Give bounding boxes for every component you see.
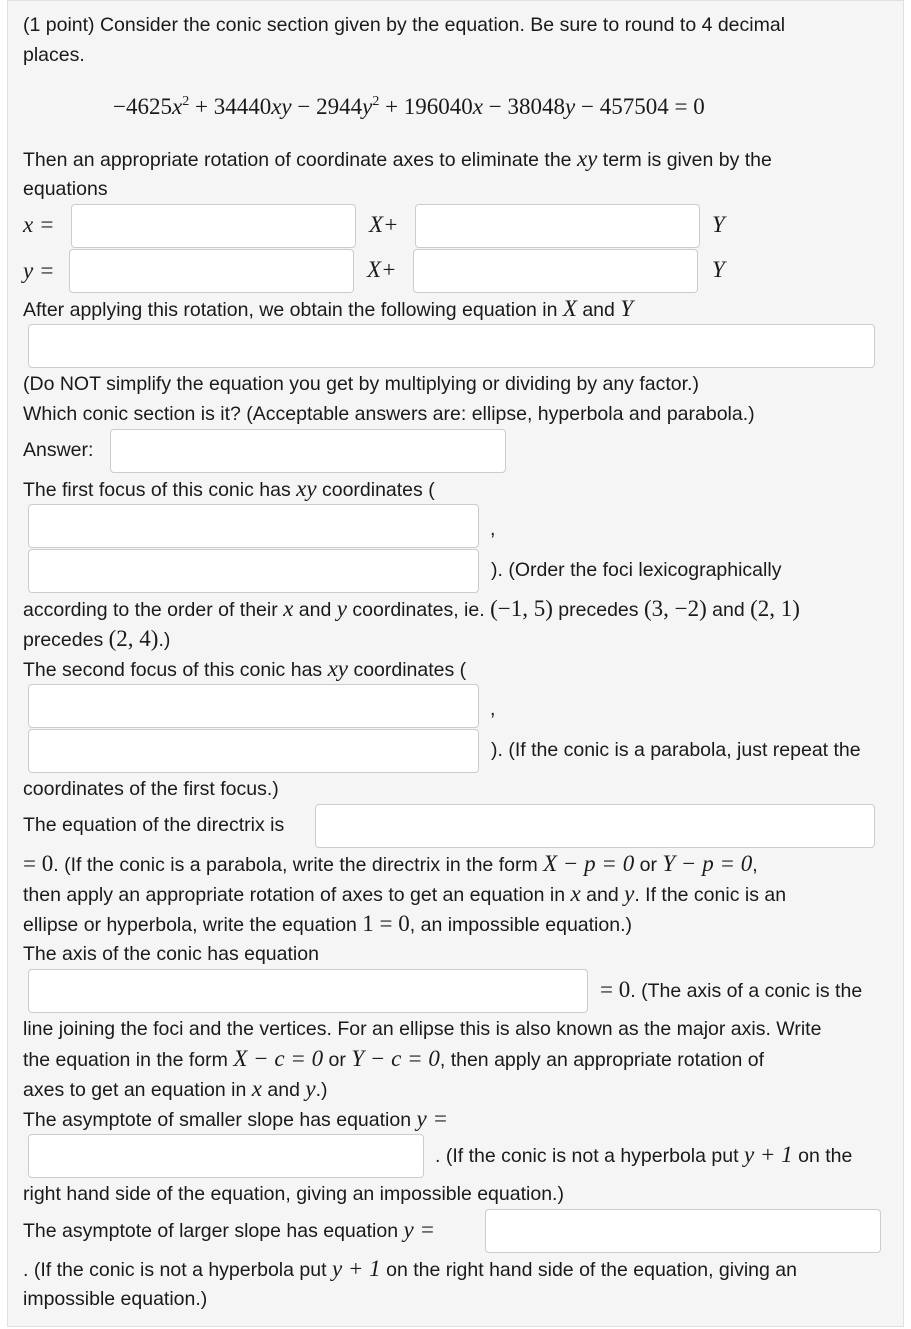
asym2-line-3: impossible equation.) <box>23 1288 208 1310</box>
rotated-equation-input[interactable] <box>28 324 875 368</box>
after-and: and <box>582 299 615 321</box>
eq-term2-coef: 34440 <box>213 94 272 119</box>
focus1-l2-y: y <box>336 596 347 621</box>
focus1-line-3 <box>23 624 170 655</box>
y-coef-Y-input[interactable] <box>413 249 698 293</box>
focus1-x-input[interactable] <box>28 504 479 548</box>
directrix-l3-text: then apply an appropriate rotation of axes to get an equation in <box>23 884 566 906</box>
focus1-example-1: (−1, 5) <box>490 596 553 621</box>
focus2-comma: , <box>490 698 496 720</box>
rotation-text-b: term is given by the <box>602 149 772 171</box>
axis-or: or <box>328 1049 346 1071</box>
asym2-l2-text-b: on the right hand side of the equation, giving an <box>386 1259 797 1281</box>
axis-l4-and: and <box>267 1079 300 1101</box>
directrix-form-2: Y − p = 0 <box>662 851 753 876</box>
eq-rhs: 0 <box>693 94 705 119</box>
asym2-l2-text: . (If the conic is not a hyperbola put <box>23 1259 327 1281</box>
axis-line-2: line joining the foci and the vertices. For an ellipse this is also known as the major axis. Write <box>23 1018 822 1040</box>
axis-l4-text: axes to get an equation in <box>23 1079 247 1101</box>
directrix-l3-x: x <box>570 881 581 906</box>
eq-term3-var: y <box>362 94 373 119</box>
axis-eq-zero: = 0 <box>600 977 631 1002</box>
eq-op3: + <box>385 94 399 119</box>
intro-line-2: places. <box>23 44 85 66</box>
axis-line-3 <box>23 1044 764 1075</box>
focus2-line-2: coordinates of the first focus.) <box>23 778 279 800</box>
intro-line-1: (1 point) Consider the conic section given by the equation. Be sure to round to 4 decimal <box>23 14 786 36</box>
rotation-line-2: equations <box>23 178 108 200</box>
asym2-line-2 <box>23 1254 797 1285</box>
do-not-simplify-note: (Do NOT simplify the equation you get by multiplying or dividing by any factor.) <box>23 373 699 395</box>
directrix-l4-text: ellipse or hyperbola, write the equation <box>23 914 357 936</box>
after-rotation-line <box>23 294 633 325</box>
focus2-line-1 <box>23 654 466 685</box>
axis-form-2: Y − c = 0 <box>351 1046 440 1071</box>
directrix-line-2 <box>23 849 758 880</box>
eq-op5: − <box>580 94 594 119</box>
focus1-example-4: (2, 4) <box>108 626 159 651</box>
directrix-l3-text-b: . If the conic is an <box>634 884 787 906</box>
axis-l3-text: the equation in the form <box>23 1049 228 1071</box>
eq-term4-coef: 196040 <box>403 94 473 119</box>
eq-term1-var: x <box>171 94 183 119</box>
directrix-l3-and: and <box>586 884 619 906</box>
focus1-line-1 <box>23 474 435 505</box>
eq-op1: + <box>194 94 208 119</box>
focus1-comma: , <box>490 518 496 540</box>
conic-type-input[interactable] <box>110 429 506 473</box>
x-Y-label: Y <box>712 212 725 237</box>
y-equals-label: y = <box>23 258 55 283</box>
x-coef-Y-input[interactable] <box>415 204 700 248</box>
focus1-y-input[interactable] <box>28 549 479 593</box>
eq-term5-coef: 38048 <box>507 94 565 119</box>
eq-term6: 457504 <box>599 94 669 119</box>
axis-after <box>600 975 862 1006</box>
directrix-impossible-eq: 1 = 0 <box>362 911 410 936</box>
directrix-l2-text: . (If the conic is a parabola, write the directrix in the form <box>53 854 538 876</box>
x-equals-label: x = <box>23 212 55 237</box>
directrix-l3-y: y <box>624 881 635 906</box>
eq-term4-var: x <box>472 94 484 119</box>
focus1-l2-x: x <box>283 596 294 621</box>
eq-term2-var: xy <box>271 94 292 119</box>
directrix-form-1: X − p = 0 <box>543 851 635 876</box>
focus1-l3-end: .) <box>158 629 171 651</box>
asym2-label: The asymptote of larger slope has equation <box>23 1220 399 1242</box>
eq-op2: − <box>297 94 311 119</box>
eq-term1-exp: 2 <box>182 94 190 109</box>
directrix-label: The equation of the directrix is <box>23 814 285 836</box>
axis-after-text: . (The axis of a conic is the <box>630 980 863 1002</box>
focus1-and-2: and <box>712 599 745 621</box>
y-X-plus-label: X+ <box>367 257 397 282</box>
focus2-var-xy: xy <box>327 656 349 681</box>
asym1-after-text-b: on the <box>798 1145 853 1167</box>
focus1-precedes: precedes <box>558 599 639 621</box>
asym2-input[interactable] <box>485 1209 881 1253</box>
conic-equation <box>113 89 705 125</box>
focus2-text-a: The second focus of this conic has <box>23 659 323 681</box>
which-conic-question: Which conic section is it? (Acceptable answers are: ellipse, hyperbola and parabola.) <box>23 403 755 425</box>
rotation-var-xy: xy <box>576 146 598 171</box>
asym1-input[interactable] <box>28 1134 424 1178</box>
eq-op4: − <box>488 94 502 119</box>
asym1-label: The asymptote of smaller slope has equation <box>23 1109 412 1131</box>
asym1-after-text: . (If the conic is not a hyperbola put <box>435 1145 739 1167</box>
focus2-text-b: coordinates ( <box>353 659 467 681</box>
directrix-line-3 <box>23 879 786 910</box>
focus1-text-b: coordinates ( <box>321 479 435 501</box>
eq-term1-coef: −4625 <box>113 94 172 119</box>
focus1-text-a: The first focus of this conic has <box>23 479 291 501</box>
axis-input[interactable] <box>28 969 588 1013</box>
asym1-label-line <box>23 1104 448 1135</box>
axis-l4-x: x <box>251 1076 262 1101</box>
asym2-lhs: y = <box>403 1217 435 1242</box>
directrix-l4-text-b: , an impossible equation.) <box>409 914 632 936</box>
answer-label: Answer: <box>23 439 94 461</box>
focus1-l2-text-b: coordinates, ie. <box>352 599 485 621</box>
y-Y-label: Y <box>712 257 725 282</box>
asym1-line-2: right hand side of the equation, giving an impossible equation.) <box>23 1183 564 1205</box>
focus2-x-input[interactable] <box>28 684 479 728</box>
eq-term3-coef: 2944 <box>316 94 363 119</box>
axis-form-1: X − c = 0 <box>233 1046 324 1071</box>
eq-equals: = <box>674 94 688 119</box>
asym2-label-line <box>23 1215 435 1246</box>
asym2-l2-expr: y + 1 <box>331 1256 381 1281</box>
focus1-line-2 <box>23 594 800 625</box>
rotation-text-a: Then an appropriate rotation of coordinate axes to eliminate the <box>23 149 572 171</box>
asym1-after <box>435 1140 852 1171</box>
directrix-input[interactable] <box>315 804 875 848</box>
eq-term3-exp: 2 <box>372 94 380 109</box>
rotation-line-1 <box>23 144 772 175</box>
asym1-after-expr: y + 1 <box>743 1142 793 1167</box>
focus1-var-xy: xy <box>296 476 317 501</box>
focus1-example-3: (2, 1) <box>750 596 800 621</box>
y-coef-X-input[interactable] <box>69 249 354 293</box>
x-coef-X-input[interactable] <box>71 204 356 248</box>
focus1-after: ). (Order the foci lexicographically <box>491 559 782 581</box>
directrix-l2-end: , <box>752 854 758 876</box>
focus2-y-input[interactable] <box>28 729 479 773</box>
axis-l4-y: y <box>305 1076 316 1101</box>
after-text: After applying this rotation, we obtain the following equation in <box>23 299 558 321</box>
eq-term5-var: y <box>565 94 576 119</box>
focus1-l2-and: and <box>298 599 332 621</box>
after-var-X: X <box>562 296 577 321</box>
axis-line-4 <box>23 1074 328 1105</box>
focus2-after: ). (If the conic is a parabola, just repeat the <box>491 739 861 761</box>
x-X-plus-label: X+ <box>369 212 399 237</box>
focus1-l3-precedes: precedes <box>23 629 104 651</box>
axis-label: The axis of the conic has equation <box>23 943 319 965</box>
axis-l4-end: .) <box>315 1079 328 1101</box>
after-var-Y: Y <box>620 296 634 321</box>
focus1-example-2: (3, −2) <box>643 596 707 621</box>
directrix-line-4 <box>23 909 632 940</box>
asym1-lhs: y = <box>416 1106 448 1131</box>
directrix-or: or <box>639 854 657 876</box>
focus1-l2-text: according to the order of their <box>23 599 278 621</box>
problem-panel <box>7 0 904 1327</box>
directrix-eq-zero: = 0 <box>23 851 54 876</box>
axis-l3-text-b: , then apply an appropriate rotation of <box>439 1049 764 1071</box>
